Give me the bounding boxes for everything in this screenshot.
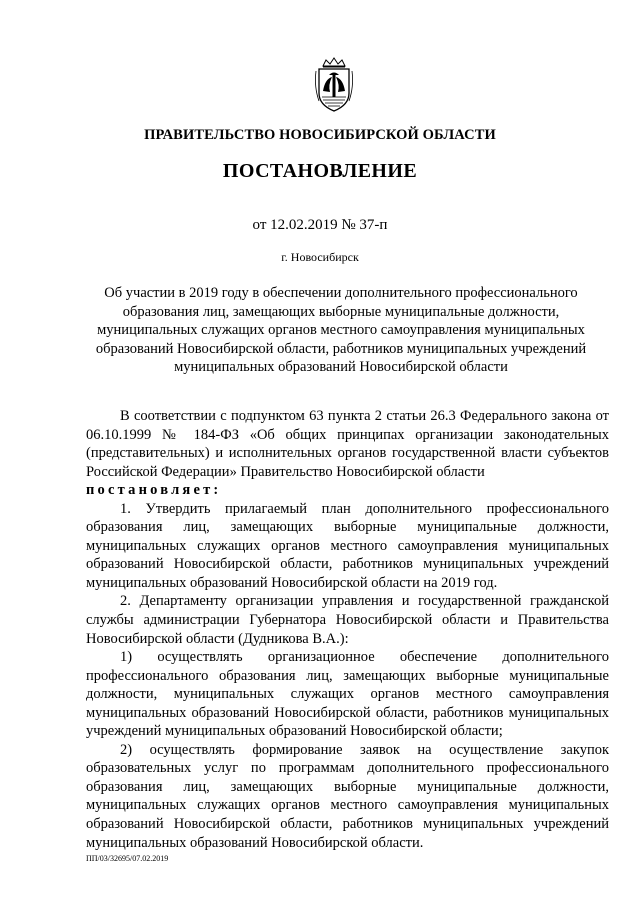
decree-line (86, 481, 609, 500)
item-2-1: 1) осуществлять организационное обеспечение дополнительного профессионального образования лиц, замещающих выборные муниципальные должности, муниципальных служащих органов местного самоуправления муниципальных образований Новосибирской области, работников муниципальных учреждений муниципальных образований Новосибирской области; (86, 649, 609, 740)
decree-word: постановляет (86, 482, 214, 499)
item-2-2: 2) осуществлять формирование заявок на осуществление закупок образовательных услуг по программам дополнительного профессионального образования лиц, замещающих выборные муниципальные должности, муниципальных служащих органов местного самоуправления муниципальных образований Новосибирской области, работников муниципальных учреждений муниципальных образований Новосибирской области. (86, 741, 609, 851)
organization-name: ПРАВИТЕЛЬСТВО НОВОСИБИРСКОЙ ОБЛАСТИ (144, 127, 496, 143)
item-1: 1. Утвердить прилагаемый план дополнительного профессионального образования лиц, замещающих выборные муниципальные должности, муниципальных служащих органов местного самоуправления муниципальных образований Новосибирской области, работников муниципальных учреждений муниципальных образований Новосибирской области на 2019 год. (86, 500, 609, 591)
intro-paragraph: В соответствии с подпунктом 63 пункта 2 статьи 26.3 Федерального закона от 06.10.1999 № 184-ФЗ «Об общих принципах организации законодательных (представительных) и исполнительных органов государственной власти субъектов Российской Федерации» Правительство Новосибирской области (86, 408, 609, 480)
city: г. Новосибирск (281, 250, 359, 264)
date-and-number: от 12.02.2019 № 37-п (252, 217, 388, 233)
coat-of-arms-icon (313, 57, 355, 114)
item-2: 2. Департаменту организации управления и государственной гражданской службы администрации Губернатора Новосибирской области и Правительства Новосибирской области (Дудникова В.А.): (86, 593, 609, 647)
document-type: ПОСТАНОВЛЕНИЕ (222, 160, 418, 182)
decree-colon: : (213, 482, 219, 499)
footer-reference: ПП/03/32695/07.02.2019 (86, 854, 169, 863)
document-title: Об участии в 2019 году в обеспечении дополнительного профессионального образования лиц, замещающих выборные муниципальные должности, муниципальных служащих органов местного самоуправления муниципальных образований Новосибирской области, работников муниципальных учреждений муниципальных образований Новосибирской области (95, 285, 587, 376)
document-body (86, 407, 609, 852)
